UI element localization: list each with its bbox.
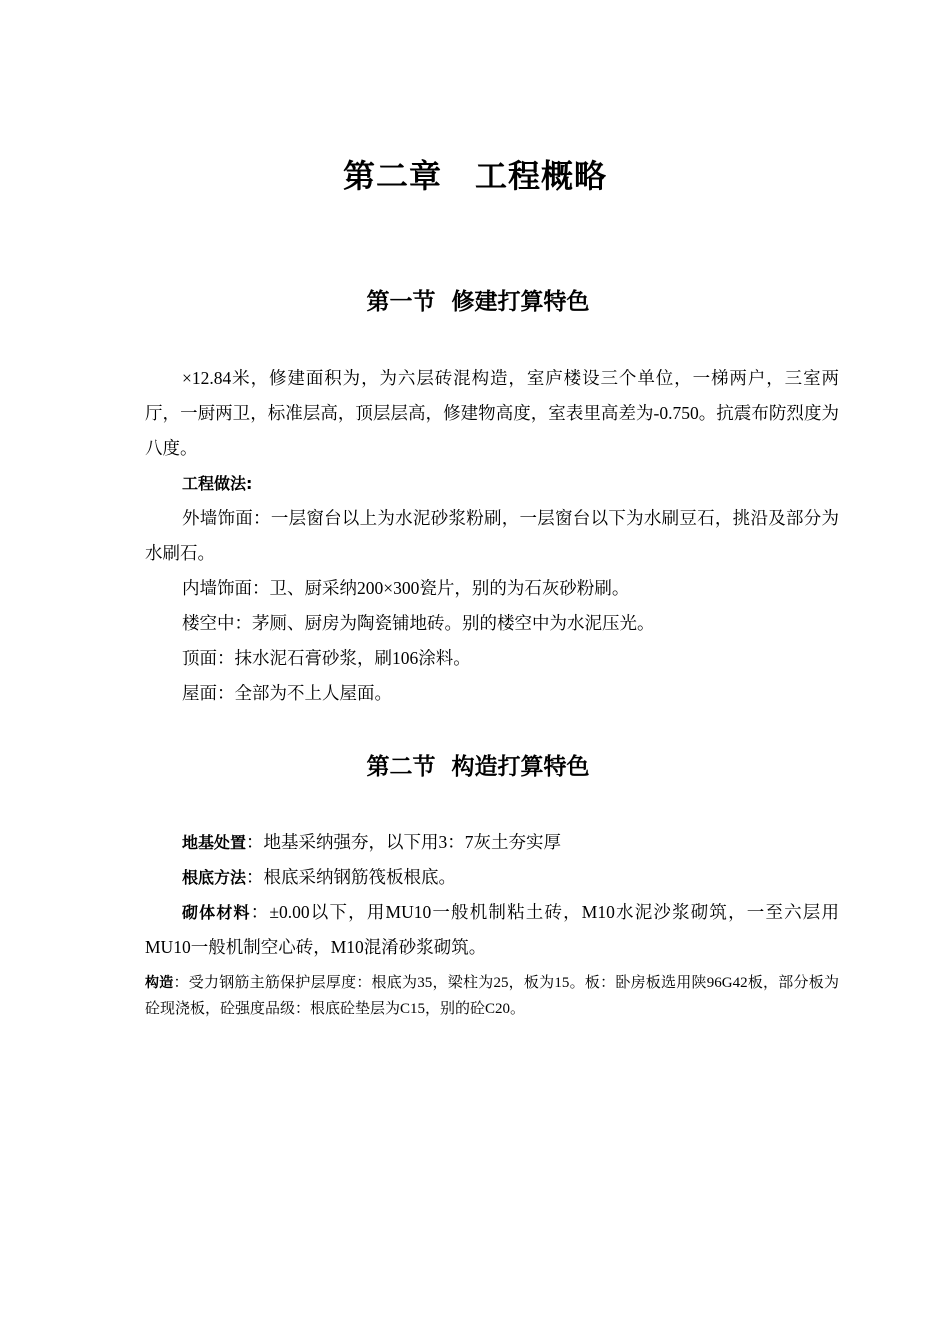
masonry-paragraph xyxy=(145,895,839,965)
masonry-label: 砌体材料 xyxy=(182,903,251,922)
floor-paragraph: 楼空中：茅厕、厨房为陶瓷铺地砖。别的楼空中为水泥压光。 xyxy=(182,613,655,633)
interior-wall-paragraph: 内墙饰面：卫、厨采纳200×300瓷片，别的为石灰砂粉刷。 xyxy=(182,578,630,598)
structure-paragraph xyxy=(145,970,839,1022)
practice-heading: 工程做法: xyxy=(182,474,253,493)
section-1-body xyxy=(145,361,839,711)
section-2-title: 第二节 构造打算特色 xyxy=(366,754,590,780)
masonry-text: ：±0.00以下，用MU10一般机制粘土砖，M10水泥沙浆砌筑，一至六层用MU10一般机制空心砖，M10混淆砂浆砌筑。 xyxy=(145,902,839,957)
base-paragraph xyxy=(145,860,839,895)
foundation-label: 地基处置 xyxy=(182,833,247,852)
practice-heading-paragraph xyxy=(145,466,839,501)
ceiling-paragraph: 顶面：抹水泥石膏砂浆，刷106涂料。 xyxy=(182,648,471,668)
foundation-text: ：地基采纳强夯，以下用3：7灰土夯实厚 xyxy=(246,832,562,852)
structure-text: ：受力钢筋主筋保护层厚度：根底为35，梁柱为25，板为15。板：卧房板选用陕96G42板，部分板为砼现浇板，砼强度品级：根底砼垫层为C15，别的砼C20。 xyxy=(145,975,840,1017)
chapter-title: 第二章 工程概略 xyxy=(342,157,607,195)
section-2-body xyxy=(145,825,839,965)
section-1-title: 第一节 修建打算特色 xyxy=(366,289,590,315)
base-text: ：根底采纳钢筋筏板根底。 xyxy=(246,867,457,887)
base-label: 根底方法 xyxy=(182,868,247,887)
exterior-wall-paragraph: 外墙饰面：一层窗台以上为水泥砂浆粉刷，一层窗台以下为水刷豆石，挑沿及部分为水刷石。 xyxy=(145,508,839,563)
intro-paragraph: ×12.84米，修建面积为，为六层砖混构造，室庐楼设三个单位，一梯两户，三室两厅，一厨两卫，标准层高，顶层层高，修建物高度，室表里高差为-0.750。抗震布防烈度为八度。 xyxy=(145,368,839,458)
roof-paragraph: 屋面：全部为不上人屋面。 xyxy=(182,683,392,703)
foundation-paragraph xyxy=(145,825,839,860)
structure-label: 构造 xyxy=(145,975,174,991)
